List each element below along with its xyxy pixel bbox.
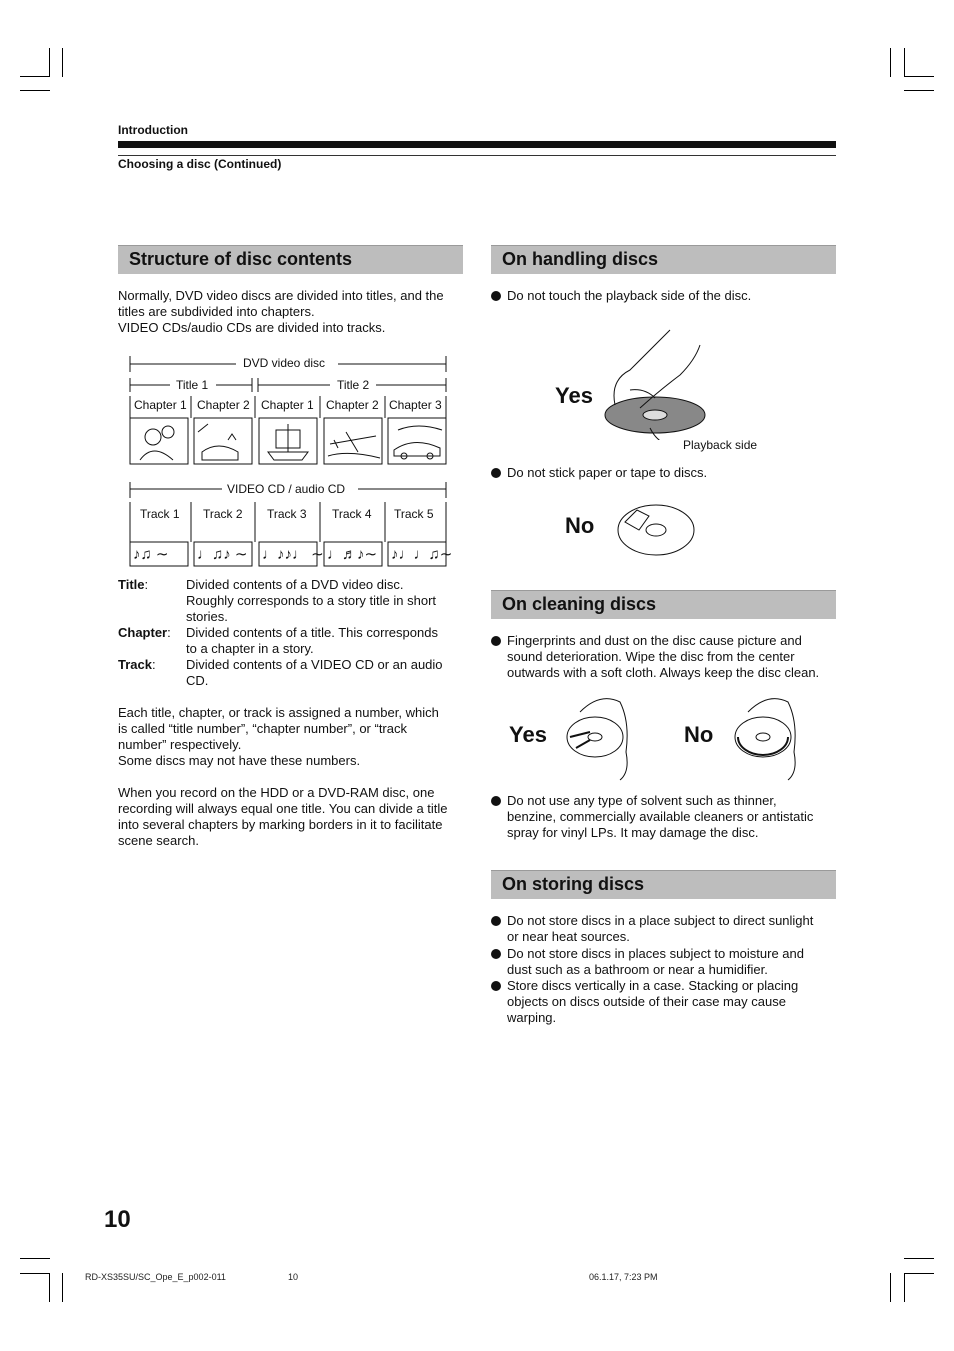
footer-page: 10 — [288, 1272, 299, 1282]
track-label: Track 3 — [267, 507, 307, 521]
definition-title: Title: Divided contents of a DVD video disc. Roughly corresponds to a story title in short stories. — [118, 577, 468, 625]
desc-line: Roughly corresponds to a story title in short — [186, 593, 437, 608]
text-line: Do not store discs in places subject to moisture and — [507, 946, 804, 961]
text-line: or near heat sources. — [507, 929, 630, 944]
music-notes: ♩♪♪♩ ∼ — [262, 546, 324, 563]
vcd-label: VIDEO CD / audio CD — [227, 482, 346, 496]
term: Title — [118, 577, 145, 592]
crop-mark — [62, 48, 63, 77]
bullet-item: Do not touch the playback side of the disc. — [491, 288, 852, 304]
crop-mark — [20, 90, 50, 91]
chapter-label: Chapter 2 — [326, 398, 379, 412]
text-line: sound deterioration. Wipe the disc from the center — [507, 649, 795, 664]
track-label: Track 1 — [140, 507, 180, 521]
page-number: 10 — [104, 1206, 131, 1233]
track-label: Track 2 — [203, 507, 243, 521]
crop-mark — [890, 1273, 891, 1302]
footer-date: 06.1.17, 7:23 PM — [589, 1272, 658, 1282]
no-label: No — [684, 722, 714, 747]
heading-text: On cleaning discs — [502, 594, 657, 614]
chapter-label: Chapter 2 — [197, 398, 250, 412]
text-line: scene search. — [118, 833, 199, 848]
desc-line: to a chapter in a story. — [186, 641, 314, 656]
text-line: Some discs may not have these numbers. — [118, 753, 361, 768]
text-line: Store discs vertically in a case. Stacking or placing — [507, 978, 799, 993]
crop-mark — [904, 90, 934, 91]
crop-mark — [49, 1273, 50, 1302]
crop-mark — [20, 1273, 50, 1274]
chapter-label: Chapter 1 — [261, 398, 314, 412]
text-line: objects on discs outside of their case may cause — [507, 994, 786, 1009]
title2-label: Title 2 — [337, 378, 370, 392]
text-line: VIDEO CDs/audio CDs are divided into tracks. — [118, 320, 386, 335]
bullet-item — [491, 946, 852, 978]
music-notes: ♩♬♪∼ — [327, 546, 378, 563]
text-line: outwards with a soft cloth. Always keep the disc clean. — [507, 665, 820, 680]
text-line: recording will always equal one title. You can divide a title — [118, 801, 448, 816]
desc-line: Divided contents of a title. This corresponds — [186, 625, 438, 640]
disc-structure-diagram — [118, 352, 458, 572]
bullet-item — [491, 913, 852, 945]
text-line: Fingerprints and dust on the disc cause picture and — [507, 633, 802, 648]
text-line: Normally, DVD video discs are divided into titles, and the — [118, 288, 444, 303]
heading-text: Structure of disc contents — [129, 249, 353, 269]
text-line: number” respectively. — [118, 737, 242, 752]
crop-mark — [890, 48, 891, 77]
music-notes: ♪♩♩♫∼ — [391, 546, 453, 563]
text-line: spray for vinyl LPs. It may damage the disc. — [507, 825, 759, 840]
title1-label: Title 1 — [176, 378, 209, 392]
yes-label: Yes — [509, 722, 547, 747]
heading-storing — [491, 870, 836, 899]
desc-line: stories. — [186, 609, 228, 624]
crop-mark — [904, 1258, 934, 1259]
text-line: is called “title number”, “chapter number”, or “track — [118, 721, 407, 736]
bullet-item — [491, 633, 852, 681]
crop-mark — [20, 76, 50, 77]
bullet-item — [491, 793, 852, 841]
bullet-item: Do not stick paper or tape to discs. — [491, 465, 852, 481]
numbering-paragraph — [118, 705, 468, 769]
recording-paragraph — [118, 785, 468, 849]
header-rule — [118, 141, 836, 148]
music-notes: ♪♫ ∼ — [133, 546, 169, 563]
no-label: No — [565, 513, 595, 538]
text-line: Do not store discs in a place subject to direct sunlight — [507, 913, 814, 928]
definition-track: Track: Divided contents of a VIDEO CD or an audio CD. — [118, 657, 468, 689]
text-line: titles are subdivided into chapters. — [118, 304, 315, 319]
crop-mark — [904, 48, 905, 77]
heading-cleaning — [491, 590, 836, 619]
disc-holding-illustration — [600, 320, 710, 440]
track-label: Track 4 — [332, 507, 372, 521]
playback-side-label: Playback side — [683, 438, 758, 452]
cleaning-radial-illustration — [560, 692, 640, 782]
term: Track — [118, 657, 152, 672]
chapter-label: Chapter 1 — [134, 398, 187, 412]
footer-filename: RD-XS35SU/SC_Ope_E_p002-011 — [85, 1272, 226, 1282]
definition-chapter: Chapter: Divided contents of a title. This corresponds to a chapter in a story. — [118, 625, 468, 657]
desc-line: CD. — [186, 673, 209, 688]
text-line: benzine, commercially available cleaners or antistatic — [507, 809, 814, 824]
crop-mark — [20, 1258, 50, 1259]
text-line: dust such as a bathroom or near a humidifier. — [507, 962, 768, 977]
header-thin-rule — [118, 155, 836, 156]
text-line: into several chapters by marking borders in it to facilitate — [118, 817, 443, 832]
chapter-label: Chapter 3 — [389, 398, 442, 412]
bullet-item — [491, 978, 852, 1026]
crop-mark — [49, 48, 50, 77]
intro-paragraph — [118, 288, 468, 336]
cleaning-circular-illustration — [728, 692, 808, 782]
music-notes: ♩♫♪ ∼ — [197, 546, 248, 563]
desc-line: Divided contents of a DVD video disc. — [186, 577, 404, 592]
heading-structure — [118, 245, 463, 274]
desc-line: Divided contents of a VIDEO CD or an audio — [186, 657, 443, 672]
dvd-label: DVD video disc — [243, 356, 326, 370]
crop-mark — [904, 76, 934, 77]
term: Chapter — [118, 625, 168, 640]
crop-mark — [62, 1273, 63, 1302]
heading-text: On storing discs — [502, 874, 645, 894]
section-title: Introduction — [118, 123, 188, 137]
heading-text: On handling discs — [502, 249, 659, 269]
text-line: warping. — [507, 1010, 557, 1025]
heading-handling — [491, 245, 836, 274]
text-line: When you record on the HDD or a DVD-RAM disc, one — [118, 785, 435, 800]
disc-with-tape-illustration — [615, 502, 697, 558]
track-label: Track 5 — [394, 507, 434, 521]
text-line: Do not use any type of solvent such as thinner, — [507, 793, 777, 808]
text-line: Each title, chapter, or track is assigned a number, which — [118, 705, 439, 720]
yes-label: Yes — [555, 383, 593, 408]
subsection-title: Choosing a disc (Continued) — [118, 157, 282, 171]
crop-mark — [904, 1273, 934, 1274]
crop-mark — [904, 1273, 905, 1302]
